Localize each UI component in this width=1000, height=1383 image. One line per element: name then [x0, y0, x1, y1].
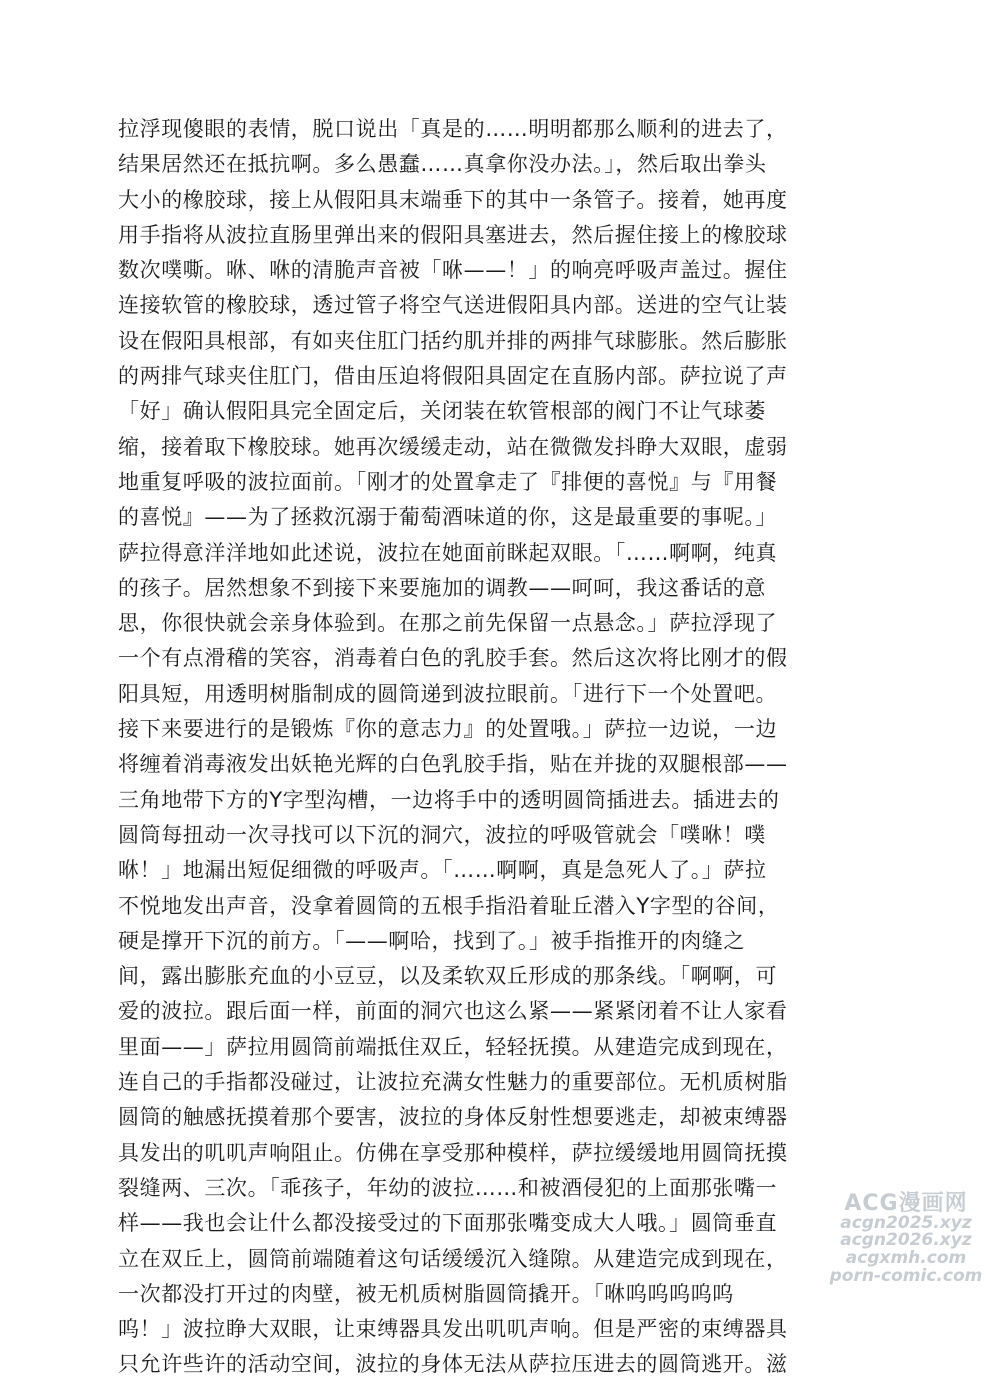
text-line: 「好」确认假阳具完全固定后，关闭装在软管根部的阀门不让气球萎 — [118, 399, 766, 424]
text-line: 思，你很快就会亲身体验到。在那之前先保留一点悬念。」萨拉浮现了 — [118, 611, 778, 636]
text-line: 爱的波拉。跟后面一样，前面的洞穴也这么紧——紧紧闭着不让人家看 — [118, 999, 788, 1024]
text-line: 设在假阳具根部，有如夹住肛门括约肌并排的两排气球膨胀。然后膨胀 — [118, 328, 788, 353]
text-line: 圆筒每扭动一次寻找可以下沉的洞穴，波拉的呼吸管就会「噗咻！噗 — [118, 822, 766, 847]
text-line: 用手指将从波拉直肠里弹出来的假阳具塞进去，然后握住接上的橡胶球 — [118, 222, 788, 247]
text-line: 里面——」萨拉用圆筒前端抵住双丘，轻轻抚摸。从建造完成到现在， — [118, 1034, 788, 1059]
body-text — [118, 112, 888, 1383]
text-line: 一次都没打开过的肉壁，被无机质树脂圆筒撬开。「咻呜呜呜呜呜 — [118, 1281, 734, 1306]
text-line: 接下来要进行的是锻炼『你的意志力』的处置哦。」萨拉一边说，一边 — [118, 717, 778, 742]
text-line: 硬是撑开下沉的前方。「——啊哈，找到了。」被手指推开的肉缝之 — [118, 928, 745, 953]
text-line: 缩，接着取下橡胶球。她再次缓缓走动，站在微微发抖睁大双眼，虚弱 — [118, 434, 788, 459]
text-line: 立在双丘上，圆筒前端随着这句话缓缓沉入缝隙。从建造完成到现在， — [118, 1246, 788, 1271]
watermark-domain: porn-comic.com — [829, 1266, 983, 1287]
text-line: 阳具短，用透明树脂制成的圆筒递到波拉眼前。「进行下一个处置吧。 — [118, 681, 778, 706]
text-line: 间，露出膨胀充血的小豆豆，以及柔软双丘形成的那条线。「啊啊，可 — [118, 964, 778, 989]
text-line: 不悦地发出声音，没拿着圆筒的五根手指沿着耻丘潜入Y字型的谷间， — [118, 893, 780, 918]
watermark-title: ACG漫画网 — [844, 1190, 968, 1216]
text-line: 连自己的手指都没碰过，让波拉充满女性魅力的重要部位。无机质树脂 — [118, 1070, 788, 1095]
text-line: 的两排气球夹住肛门，借由压迫将假阳具固定在直肠内部。萨拉说了声 — [118, 364, 788, 389]
text-line: 裂缝两、三次。「乖孩子，年幼的波拉……和被酒侵犯的上面那张嘴一 — [118, 1175, 778, 1200]
text-line: 具发出的叽叽声响阻止。仿佛在享受那种模样，萨拉缓缓地用圆筒抚摸 — [118, 1140, 788, 1165]
text-line: 一个有点滑稽的笑容，消毒着白色的乳胶手套。然后这次将比刚才的假 — [118, 646, 788, 671]
text-line: 圆筒的触感抚摸着那个要害，波拉的身体反射性想要逃走，却被束缚器 — [118, 1105, 788, 1130]
watermark-domain: acgn2025.xyz — [840, 1212, 972, 1233]
text-line: 结果居然还在抵抗啊。多么愚蠢……真拿你没办法。」，然后取出拳头 — [118, 152, 767, 177]
text-line: 拉浮现傻眼的表情，脱口说出「真是的……明明都那么顺利的进去了， — [118, 117, 788, 141]
text-line: 的喜悦』——为了拯救沉溺于葡萄酒味道的你，这是最重要的事呢。」 — [118, 505, 778, 530]
text-line: 将缠着消毒液发出妖艳光辉的白色乳胶手指，贴在并拢的双腿根部—— — [118, 752, 788, 777]
text-line: 萨拉得意洋洋地如此述说，波拉在她面前眯起双眼。「……啊啊，纯真 — [118, 540, 778, 565]
text-line: 样——我也会让什么都没接受过的下面那张嘴变成大人哦。」圆筒垂直 — [118, 1211, 778, 1236]
text-line: 呜！」波拉睁大双眼，让束缚器具发出叽叽声响。但是严密的束缚器具 — [118, 1317, 788, 1342]
text-line: 地重复呼吸的波拉面前。「刚才的处置拿走了『排便的喜悦』与『用餐 — [118, 469, 778, 494]
text-line: 大小的橡胶球，接上从假阳具末端垂下的其中一条管子。接着，她再度 — [118, 187, 788, 212]
text-line: 数次噗嘶。咻、咻的清脆声音被「咻——！」的响亮呼吸声盖过。握住 — [118, 258, 788, 283]
site-watermark — [826, 1192, 986, 1286]
text-line: 连接软管的橡胶球，透过管子将空气送进假阳具内部。送进的空气让装 — [118, 293, 788, 318]
text-line: 三角地带下方的Y字型沟槽，一边将手中的透明圆筒插进去。插进去的 — [118, 787, 780, 812]
watermark-domain: acgxmh.com — [845, 1248, 967, 1269]
text-line: 的孩子。居然想象不到接下来要施加的调教——呵呵，我这番话的意 — [118, 575, 766, 600]
text-line: 只允许些许的活动空间，波拉的身体无法从萨拉压进去的圆筒逃开。滋 — [118, 1352, 788, 1377]
watermark-domain: acgn2026.xyz — [840, 1230, 972, 1251]
text-line: 咻！」地漏出短促细微的呼吸声。「……啊啊，真是急死人了。」萨拉 — [118, 858, 767, 883]
